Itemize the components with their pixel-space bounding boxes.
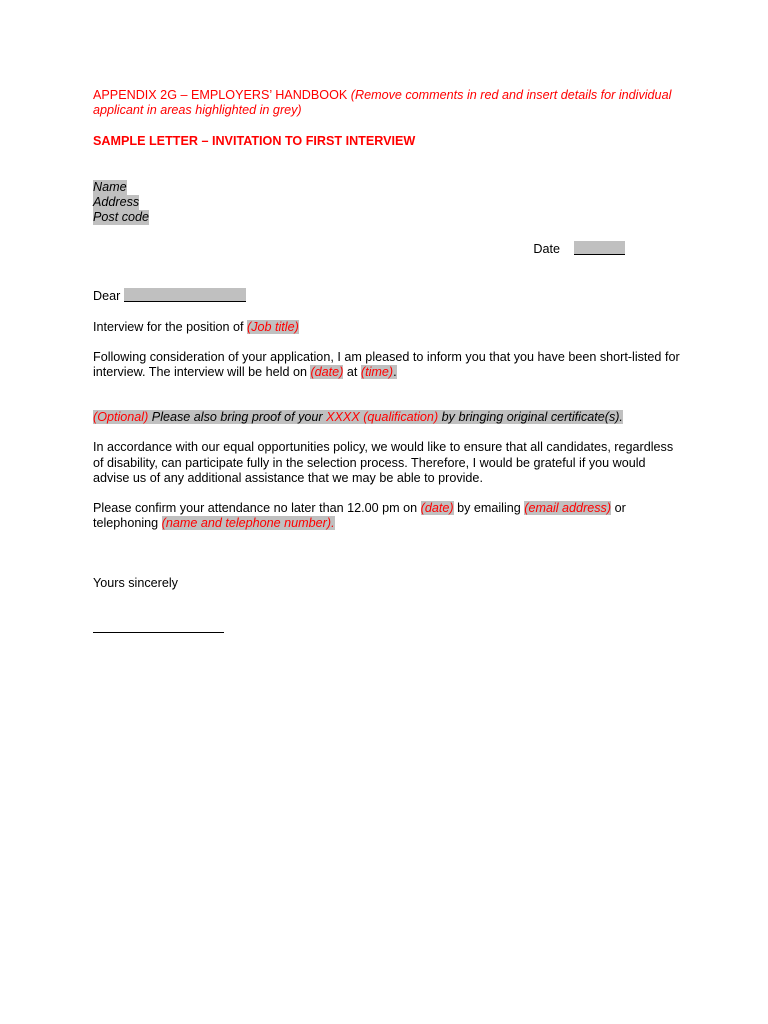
confirm-text2: by emailing [457,501,521,516]
recipient-postcode: Post code [93,210,150,225]
appendix-heading [93,88,683,118]
interview-date-placeholder: (date) [310,365,344,380]
recipient-address-line: Address [93,194,140,209]
invite-paragraph [93,350,683,380]
recipient-name: Name [93,179,127,194]
optional-xxxx: XXXX [326,410,360,425]
equal-opportunities-paragraph: In accordance with our equal opportunities policy, we would like to ensure that all candidates, regardless of disability, can participate fully in the selection process. Therefore, I would be grateful if you would advise us of any additional assistance that we may be able to provide. [93,440,674,485]
job-title-placeholder: (Job title) [247,319,299,334]
salutation-dear: Dear [93,289,121,304]
sample-letter-title: SAMPLE LETTER – INVITATION TO FIRST INTERVIEW [93,134,416,149]
position-prefix: Interview for the position of [93,319,244,334]
optional-text2: by bringing original certificate(s). [441,410,623,425]
position-line [93,320,683,335]
email-placeholder: (email address) [524,501,612,516]
optional-paragraph [93,410,683,425]
confirm-text3: or telephoning [93,501,626,531]
closing-line: Yours sincerely [93,576,178,591]
salutation [93,288,683,304]
confirm-text1: Please confirm your attendance no later than 12.00 pm on [93,501,418,516]
recipient-address [93,180,683,226]
invite-at: at [346,365,358,380]
appendix-title: APPENDIX 2G – EMPLOYERS’ HANDBOOK [93,88,348,102]
confirm-paragraph [93,501,683,531]
invite-text: Following consideration of your application, I am pleased to inform you that you have been short-listed for interview. The interview will be held on [93,349,680,380]
date-label: Date [533,242,560,257]
date-field [574,241,625,255]
interview-time-placeholder: (time) [360,365,394,380]
optional-text1: Please also bring proof of your [151,410,323,425]
optional-qualification: (qualification) [363,410,439,425]
salutation-name-field [124,288,246,302]
signature-line [93,632,224,633]
confirm-date-placeholder: (date) [420,501,454,516]
phone-placeholder: (name and telephone number). [161,516,335,531]
appendix-note: (Remove comments in red and insert details for individual applicant in areas highlighted in grey) [93,88,672,118]
optional-label: (Optional) [93,410,149,425]
date-row [93,241,683,257]
letter-page [93,88,683,633]
invite-end: . [393,365,397,380]
